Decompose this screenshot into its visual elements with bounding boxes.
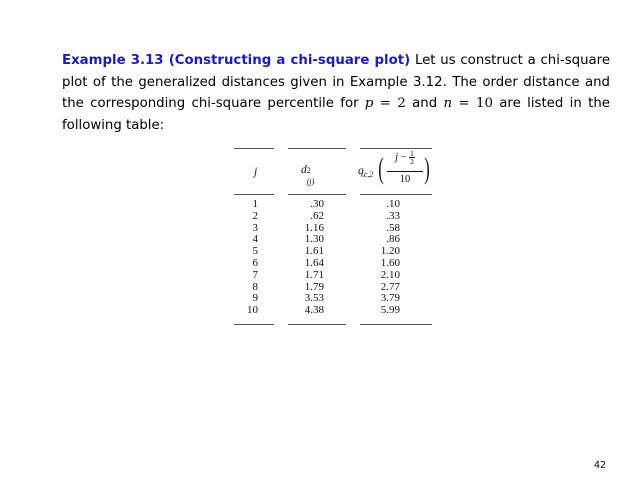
table-cell-d: 1.61 (304, 245, 324, 258)
paragraph-and: and (405, 96, 444, 111)
math-p-value: 2 (397, 96, 406, 111)
fraction-numerator: $j - \frac{1}{2}$ (395, 149, 414, 166)
table-cell-q: .33 (386, 209, 400, 222)
table-cell-d: 1.16 (304, 221, 324, 234)
table-cell-j: 4 (252, 233, 258, 246)
fraction-bar (387, 171, 423, 172)
table-cell-j: 5 (252, 245, 258, 258)
table-cell-j: 7 (252, 268, 258, 281)
page-number: 42 (594, 460, 607, 471)
table-cell-d: 1.71 (304, 268, 324, 281)
math-p: p (364, 96, 374, 111)
table-bottom-rule-2 (288, 324, 346, 325)
table-cell-d: .62 (310, 209, 324, 222)
table-cell-d: 1.79 (304, 280, 324, 293)
math-n: n (443, 96, 453, 111)
table-top-rule-1 (234, 148, 274, 149)
paragraph-text-2: are listed in the following table: (62, 96, 610, 133)
table-header-rule-1 (234, 194, 274, 195)
table-cell-j: 3 (252, 221, 258, 234)
table-cell-d: 1.30 (304, 233, 324, 246)
table-bottom-rule-3 (360, 324, 432, 325)
table-bottom-rule-1 (234, 324, 274, 325)
header-q-letter: q (358, 165, 364, 177)
table-cell-q: 3.79 (380, 292, 400, 305)
header-d-sup: 2 (306, 166, 311, 175)
table-cell-d: 4.38 (304, 304, 324, 317)
table-cell-j: 8 (252, 280, 258, 293)
table-cell-j: 6 (252, 257, 258, 269)
paren-left: ( (378, 152, 384, 185)
table-cell-j: 1 (252, 198, 258, 210)
math-n-value: 10 (475, 96, 493, 111)
table-cell-q: 1.60 (380, 257, 400, 269)
fraction-denominator: 10 (399, 174, 411, 185)
body-paragraph (62, 50, 610, 136)
math-eq-2: = (452, 96, 476, 111)
header-d-sub: (j) (306, 177, 315, 186)
header-q (358, 165, 373, 179)
paragraph-text-1: Let us construct a chi-square plot of the generalized distances given in Example 3.12. The order distance and the corresponding chi-square percentile for (62, 53, 610, 111)
header-q-sub: c,2 (363, 170, 374, 179)
table-cell-q: 1.20 (380, 245, 400, 258)
header-d-letter: d (301, 164, 307, 176)
table-cell-q: 5.99 (380, 304, 400, 317)
table-top-rule-3 (360, 148, 432, 149)
table-cell-q: 2.77 (380, 280, 400, 293)
table-cell-d: 1.64 (304, 257, 324, 269)
table-header-rule-3 (360, 194, 432, 195)
table-header-rule-2 (288, 194, 346, 195)
table-cell-q: .86 (386, 233, 400, 246)
table-cell-j: 10 (247, 304, 258, 317)
math-eq-1: = (373, 96, 398, 111)
table-cell-d: .30 (310, 198, 324, 210)
header-j: j (254, 166, 258, 178)
table-cell-q: .10 (386, 198, 400, 210)
table-top-rule-2 (288, 148, 346, 149)
table-cell-q: 2.10 (380, 268, 400, 281)
table-cell-d: 3.53 (304, 292, 324, 305)
table-cell-q: .58 (386, 221, 400, 234)
paren-right: ) (424, 152, 430, 185)
header-d (301, 164, 321, 186)
table-cell-j: 2 (252, 209, 258, 222)
example-heading: Example 3.13 (Constructing a chi-square plot) (62, 53, 411, 68)
table-cell-j: 9 (252, 292, 258, 305)
